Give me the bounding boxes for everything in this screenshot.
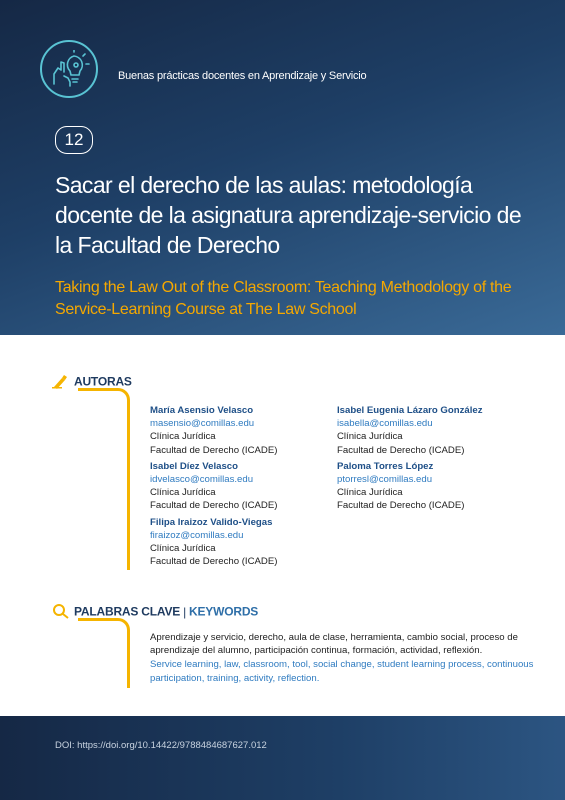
footer-band [0, 716, 565, 800]
keywords-heading-es: PALABRAS CLAVE [74, 604, 181, 619]
keywords-connector-line [127, 632, 130, 688]
author-entry [337, 460, 537, 513]
author-faculty: Facultad de Derecho (ICADE) [337, 500, 465, 512]
author-email[interactable]: isabella@comillas.edu [337, 418, 433, 430]
author-entry [150, 516, 330, 569]
author-email[interactable]: idvelasco@comillas.edu [150, 474, 254, 486]
author-name: Paloma Torres López [337, 460, 434, 472]
author-email[interactable]: firaizoz@comillas.edu [150, 529, 244, 541]
magnifier-icon [52, 603, 70, 622]
keywords-heading-en: KEYWORDS [189, 604, 259, 619]
author-unit: Clínica Jurídica [150, 431, 216, 443]
author-email[interactable]: masensio@comillas.edu [150, 418, 255, 430]
author-unit: Clínica Jurídica [337, 431, 403, 443]
chapter-title-english: Taking the Law Out of the Classroom: Teaching Methodology of the Service-Learning Course at The Law School [55, 279, 512, 318]
author-name: Filipa Iraizoz Valido-Viegas [150, 516, 273, 528]
heading-separator: | [183, 604, 187, 619]
authors-connector-line [127, 402, 130, 570]
chapter-title-spanish: Sacar el derecho de las aulas: metodología docente de la asignatura aprendizaje-servicio de la Facultad de Derecho [55, 172, 522, 258]
collection-title: Buenas prácticas docentes en Aprendizaje y Servicio [118, 70, 367, 82]
header-banner [0, 0, 565, 335]
author-faculty: Facultad de Derecho (ICADE) [337, 444, 465, 456]
author-unit: Clínica Jurídica [337, 487, 403, 499]
keywords-english: Service learning, law, classroom, tool, social change, student learning process, continuous participation, training, activity, reflection. [150, 659, 534, 684]
author-name: Isabel Eugenia Lázaro González [337, 405, 483, 416]
chapter-number-badge: 12 [55, 126, 93, 154]
authors-heading-label: AUTORAS [74, 374, 132, 389]
keywords-spanish: Aprendizaje y servicio, derecho, aula de clase, herramienta, cambio social, proceso de aprendizaje del alumno, participación continua, formación, actividad, reflexión. [150, 632, 518, 657]
writing-hand-icon [52, 373, 70, 392]
author-email[interactable]: ptorresl@comillas.edu [337, 474, 433, 486]
author-faculty: Facultad de Derecho (ICADE) [150, 500, 278, 512]
author-name: María Asensio Velasco [150, 405, 254, 416]
author-entry [150, 460, 330, 513]
author-unit: Clínica Jurídica [150, 487, 216, 499]
authors-connector [78, 388, 130, 404]
hand-lightbulb-icon [50, 50, 90, 90]
author-unit: Clínica Jurídica [150, 543, 216, 555]
keywords-connector [78, 618, 130, 634]
doi-link[interactable]: DOI: https://doi.org/10.14422/9788484687627.012 [55, 740, 267, 751]
collection-logo [40, 40, 98, 98]
authors-left-column [150, 404, 330, 571]
keywords-block [150, 631, 540, 685]
authors-right-column [337, 404, 537, 516]
author-faculty: Facultad de Derecho (ICADE) [150, 444, 278, 456]
author-entry [337, 404, 537, 457]
author-entry [150, 404, 330, 457]
author-name: Isabel Díez Velasco [150, 460, 238, 472]
author-faculty: Facultad de Derecho (ICADE) [150, 556, 278, 568]
